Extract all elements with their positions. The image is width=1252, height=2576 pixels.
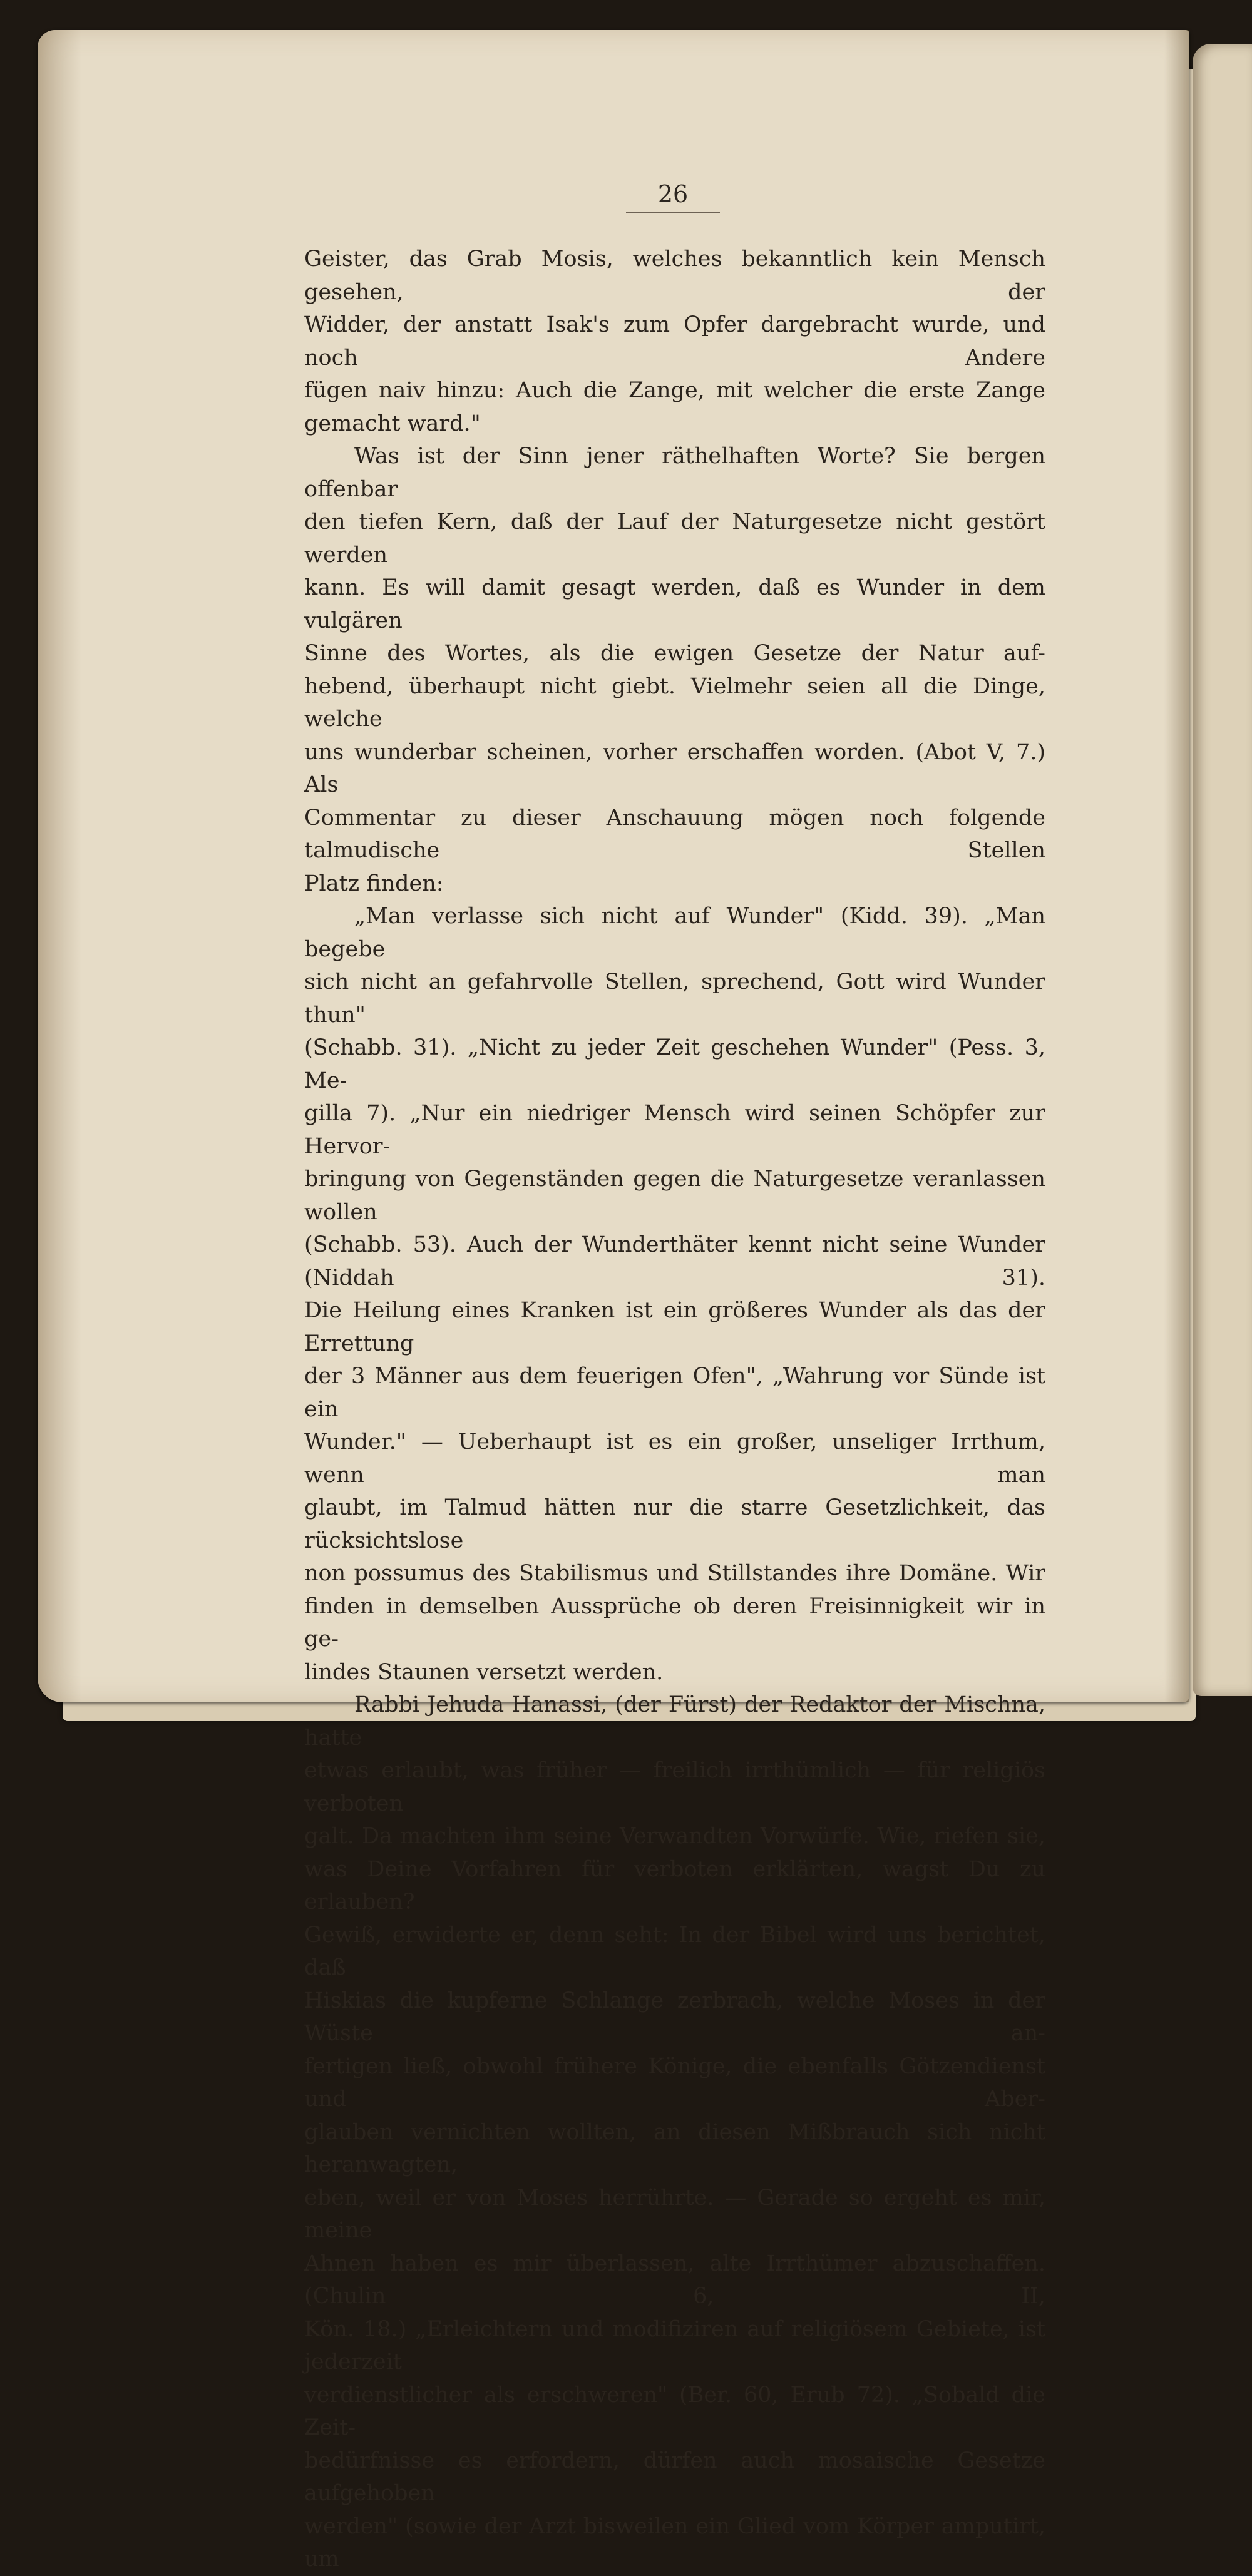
text-line: fertigen ließ, obwohl frühere Könige, die ebenfalls Götzendienst und Aber- xyxy=(304,2053,1045,2112)
body-text xyxy=(304,243,1045,2576)
text-line: Kön. 18.) „Erleichtern und modifiziren auf religiösem Gebiete, ist jederzeit xyxy=(304,2316,1045,2374)
text-line: Wunder." — Ueberhaupt ist es ein großer, unseliger Irrthum, wenn man xyxy=(304,1429,1045,1488)
text-line: eben, weil er von Moses herrührte. — Gerade so ergeht es mir, meine xyxy=(304,2185,1045,2243)
text-line: Gewiß, erwiderte er, denn seht: In der Bibel wird uns berichtet, daß xyxy=(304,1922,1045,1980)
text-line: sich nicht an gefahrvolle Stellen, sprechend, Gott wird Wunder thun" xyxy=(304,969,1045,1028)
text-line: bringung von Gegenständen gegen die Naturgesetze veranlassen wollen xyxy=(304,1167,1045,1225)
text-line: Hiskias die kupferne Schlange zerbrach, welche Moses in der Wüste an- xyxy=(304,1988,1045,2046)
text-line: Rabbi Jehuda Hanassi, (der Fürst) der Redaktor der Mischna, hatte xyxy=(304,1692,1045,1751)
text-line: glaubt, im Talmud hätten nur die starre Gesetzlichkeit, das rücksichtslose xyxy=(304,1495,1045,1553)
text-line: der 3 Männer aus dem feuerigen Ofen", „Wahrung vor Sünde ist ein xyxy=(304,1364,1045,1422)
text-line: (Schabb. 53). Auch der Wunderthäter kennt nicht seine Wunder (Niddah 31). xyxy=(304,1232,1045,1291)
text-line: galt. Da machten ihm seine Verwandten Vorwürfe. Wie, riefen sie, xyxy=(304,1824,1045,1849)
text-line: Geister, das Grab Mosis, welches bekanntlich kein Mensch gesehen, der xyxy=(304,247,1045,305)
text-line: Widder, der anstatt Isak's zum Opfer dargebracht wurde, und noch Andere xyxy=(304,312,1045,371)
text-line: finden in demselben Aussprüche ob deren Freisinnigkeit wir in ge- xyxy=(304,1593,1045,1652)
text-line: fügen naiv hinzu: Auch die Zange, mit welcher die erste Zange gemacht ward." xyxy=(304,378,1045,436)
text-line: Sinne des Wortes, als die ewigen Gesetze der Natur auf- xyxy=(304,641,1045,666)
text-line: glauben vernichten wollten, an diesen Mißbrauch sich nicht heranwagten, xyxy=(304,2119,1045,2177)
text-line: (Schabb. 31). „Nicht zu jeder Zeit geschehen Wunder" (Pess. 3, Me- xyxy=(304,1035,1045,1093)
text-line: Die Heilung eines Kranken ist ein größeres Wunder als das der Errettung xyxy=(304,1298,1045,1356)
text-line: uns wunderbar scheinen, vorher erschaffen worden. (Abot V, 7.) Als xyxy=(304,739,1045,797)
text-line: Ahnen haben es mir überlassen, alte Irrthümer abzuschaffen. (Chulin 6, II, xyxy=(304,2251,1045,2309)
text-line: gilla 7). „Nur ein niedriger Mensch wird seinen Schöpfer zur Hervor- xyxy=(304,1101,1045,1159)
text-line: Commentar zu dieser Anschauung mögen noch folgende talmudische Stellen xyxy=(304,805,1045,863)
text-line: „Man verlasse sich nicht auf Wunder" (Kidd. 39). „Man begebe xyxy=(304,904,1045,962)
gutter-shadow xyxy=(1164,30,1189,1702)
text-line: kann. Es will damit gesagt werden, daß es Wunder in dem vulgären xyxy=(304,575,1045,633)
text-line: lindes Staunen versetzt werden. xyxy=(304,1659,664,1685)
text-line: bedürfnisse es erfordern, dürfen auch mosaische Gesetze aufgehoben xyxy=(304,2448,1045,2506)
text-line: Platz finden: xyxy=(304,871,444,896)
text-line: etwas erlaubt, was früher — freilich irrthümlich — für religiös verboten xyxy=(304,1758,1045,1816)
page-number: 26 xyxy=(657,180,689,208)
text-line: verdienstlicher als erschweren" (Ber. 60, Erub 72). „Sobald die Zeit- xyxy=(304,2382,1045,2440)
text-line: den tiefen Kern, daß der Lauf der Naturgesetze nicht gestört werden xyxy=(304,509,1045,568)
page-number-rule xyxy=(626,212,720,213)
text-line: was Deine Vorfahren für verboten erklärten, wagst Du zu erlauben? xyxy=(304,1856,1045,1914)
text-line: werden" (sowie der Arzt bisweilen ein Glied vom Körper amputirt, um xyxy=(304,2513,1045,2572)
text-line: hebend, überhaupt nicht giebt. Vielmehr seien all die Dinge, welche xyxy=(304,673,1045,732)
text-line: Was ist der Sinn jener räthelhaften Worte? Sie bergen offenbar xyxy=(304,444,1045,502)
text-line: non possumus des Stabilismus und Stillstandes ihre Domäne. Wir xyxy=(304,1561,1045,1586)
facing-page-edge xyxy=(1193,44,1252,1696)
page-binding-shadow xyxy=(38,30,81,1702)
